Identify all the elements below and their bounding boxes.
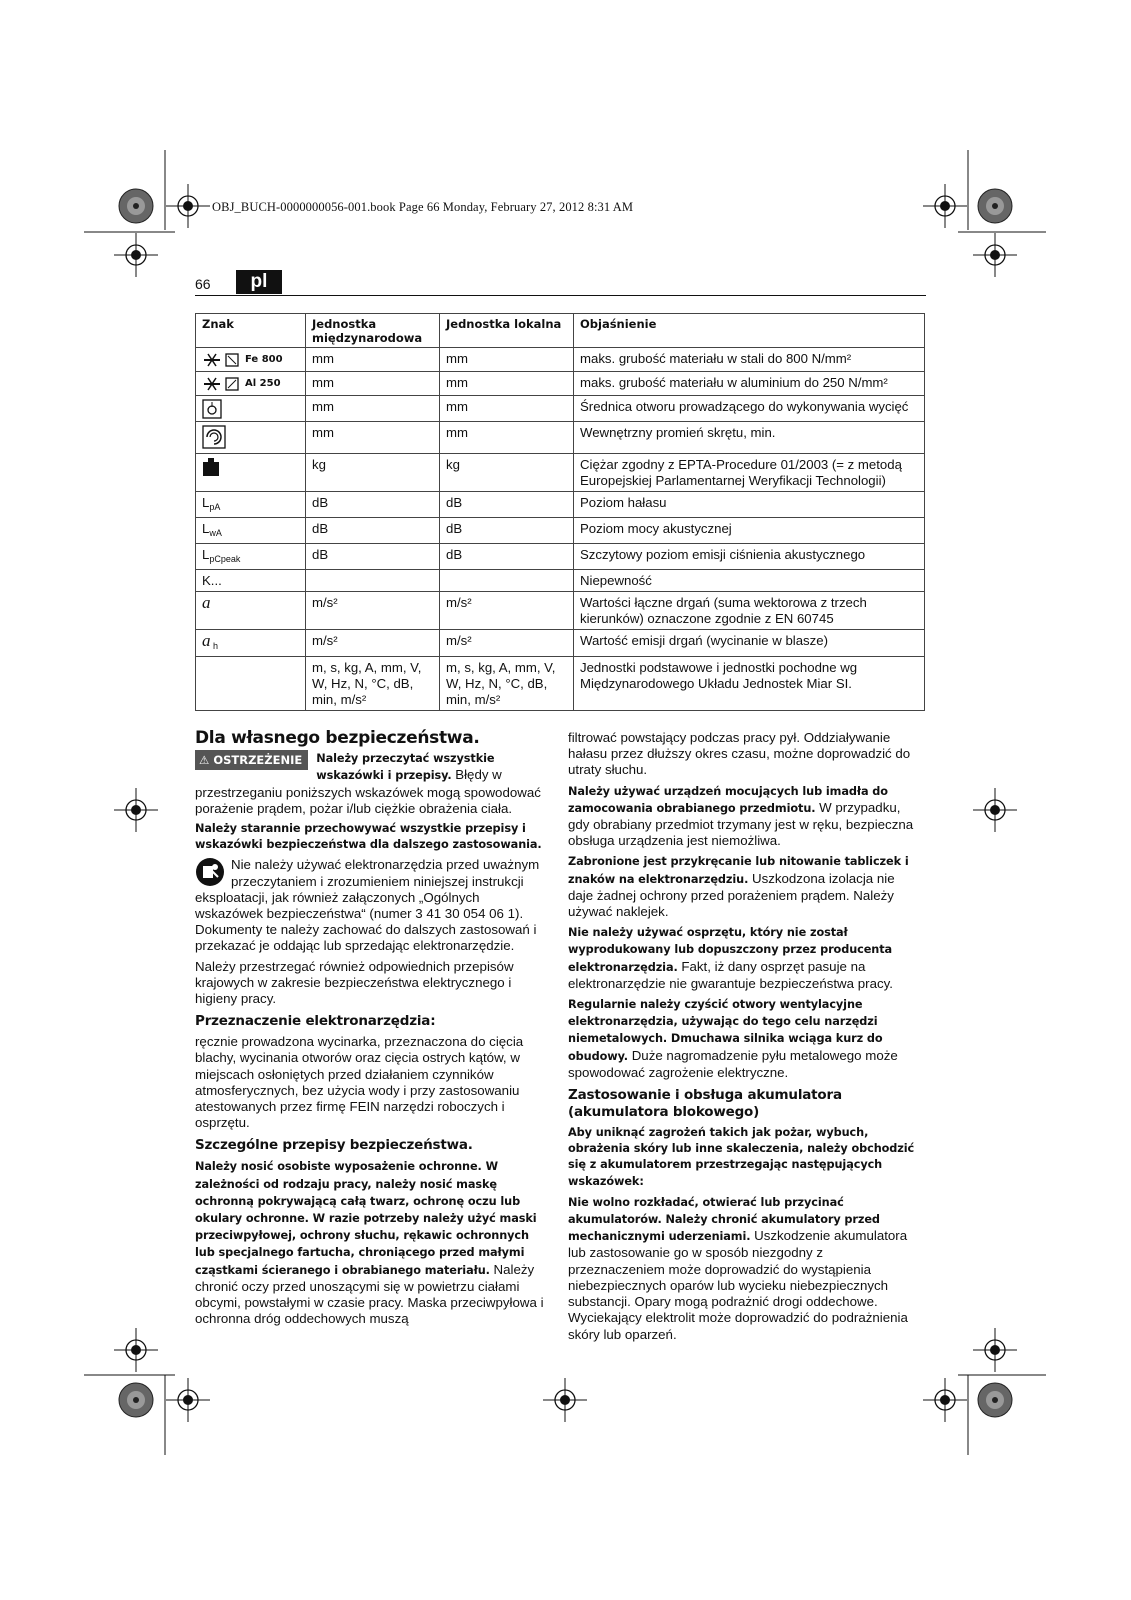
read-manual-icon bbox=[195, 857, 225, 887]
special-text: Należy chronić oczy przed unoszącymi się w powietrzu ciałami obcymi, powstałymi w czasie pracy. Maska przeciwpyłowa i ochronna dróg oddechowych muszą bbox=[195, 1261, 544, 1327]
table-cell: mm bbox=[440, 372, 574, 396]
table-row bbox=[196, 372, 925, 396]
table-cell: Wartość emisji drgań (wycinanie w blasze) bbox=[574, 630, 925, 657]
paragraph-text: Uszkodzona izolacja nie daje żadnej ochrony przed porażeniem prądem. Należy używać naklejek. bbox=[568, 870, 895, 920]
paragraph-bold: Nie wolno rozkładać, otwierać lub przycinać akumulatorów. Należy chronić akumulatory przed mechanicznymi uderzeniami. bbox=[568, 1195, 880, 1244]
table-cell: mm bbox=[306, 396, 440, 422]
warning-label: OSTRZEŻENIE bbox=[213, 753, 303, 768]
table-row bbox=[196, 657, 925, 711]
table-cell: Wewnętrzny promień skrętu, min. bbox=[574, 422, 925, 454]
warn-bold: Należy przeczytać wszystkie wskazówki i przepisy. bbox=[316, 752, 495, 783]
table-cell: Wartości łączne drgań (suma wektorowa z trzech kierunków) oznaczone zgodnie z EN 60745 bbox=[574, 592, 925, 630]
table-cell: kg bbox=[306, 454, 440, 492]
table-cell: dB bbox=[440, 518, 574, 544]
pilot-hole-icon bbox=[202, 399, 222, 419]
col-header: Objaśnienie bbox=[574, 314, 925, 348]
table-cell: m/s² bbox=[306, 630, 440, 657]
symbol-cell: $L_{pCpeak}$ bbox=[196, 544, 306, 570]
table-row bbox=[196, 396, 925, 422]
steel-thickness-icon bbox=[202, 352, 242, 368]
page-number: 66 bbox=[195, 276, 211, 292]
battery-heading: Zastosowanie i obsługa akumulatora (akumulatora blokowego) bbox=[568, 1087, 842, 1121]
table-cell bbox=[306, 570, 440, 592]
symbol-cell bbox=[196, 454, 306, 492]
symbol-cell: $L_{wA}$ bbox=[196, 518, 306, 544]
table-cell: m/s² bbox=[306, 592, 440, 630]
table-row bbox=[196, 492, 925, 518]
warning-badge: ⚠ OSTRZEŻENIE bbox=[195, 750, 308, 770]
weight-icon bbox=[202, 457, 220, 477]
paragraph bbox=[568, 1194, 920, 1343]
special-heading: Szczególne przepisy bezpieczeństwa. bbox=[195, 1137, 473, 1154]
symbol-cell: $L_{pA}$ bbox=[196, 492, 306, 518]
paragraph-text: Duże nagromadzenie pyłu metalowego może spowodować zagrożenie elektryczne. bbox=[568, 1047, 898, 1080]
symbol-cell bbox=[196, 372, 306, 396]
table-cell: maks. grubość materiału w stali do 800 N/mm² bbox=[574, 348, 925, 372]
table-cell: Średnica otworu prowadzącego do wykonywania wycięć bbox=[574, 396, 925, 422]
table-cell: dB bbox=[306, 492, 440, 518]
table-cell: dB bbox=[306, 518, 440, 544]
read-manual-paragraph bbox=[195, 857, 547, 954]
table-row bbox=[196, 518, 925, 544]
national-rules: Należy przestrzegać również odpowiednich przepisów krajowych w zakresie bezpieczeństwa elektrycznego i higieny pracy. bbox=[195, 958, 514, 1007]
table-cell: dB bbox=[440, 492, 574, 518]
table-cell: kg bbox=[440, 454, 574, 492]
paragraph-bold: Należy używać urządzeń mocujących lub imadła do zamocowania obrabianego przedmiotu. bbox=[568, 784, 888, 815]
left-column bbox=[195, 730, 547, 1332]
paragraph-text: Fakt, iż dany osprzęt pasuje na elektronarzędzie nie gwarantuje bezpieczeństwa pracy. bbox=[568, 958, 893, 991]
header-rule bbox=[195, 295, 926, 296]
table-cell: maks. grubość materiału w aluminium do 250 N/mm² bbox=[574, 372, 925, 396]
table-row bbox=[196, 544, 925, 570]
paragraph-text: Uszkodzenie akumulatora lub zastosowanie go w sposób niezgodny z przeznaczeniem może doprowadzić do wystąpienia niebezpiecznych oparów lub wycieku niebezpiecznych substancji. Opary mogą podrażnić drogi oddechowe. Wyciekający elektrolit może doprowadzić do podrażnienia skóry lub oparzeń. bbox=[568, 1228, 908, 1342]
paragraph bbox=[568, 996, 920, 1081]
symbol-cell bbox=[196, 657, 306, 711]
special-paragraph bbox=[195, 1158, 547, 1327]
paragraph-text: W przypadku, gdy obrabiany przedmiot trzymany jest w ręku, bezpieczna obsługa urządzenia jest niemożliwa. bbox=[568, 799, 914, 849]
table-cell: dB bbox=[440, 544, 574, 570]
paragraph-bold: Aby uniknąć zagrożeń takich jak pożar, wybuch, obrażenia skóry lub inne skaleczenia, należy obchodzić się z akumulatorem przestrzegając następujących wskazówek: bbox=[568, 1126, 915, 1188]
table-cell: mm bbox=[306, 372, 440, 396]
aluminium-thickness-icon bbox=[202, 376, 242, 392]
col-header: Znak bbox=[196, 314, 306, 348]
table-cell: m, s, kg, A, mm, V, W, Hz, N, °C, dB, min, m/s² bbox=[440, 657, 574, 711]
table-cell: Niepewność bbox=[574, 570, 925, 592]
col-header: Jednostka lokalna bbox=[440, 314, 574, 348]
paragraph bbox=[568, 924, 920, 992]
symbol-label: Al 250 bbox=[245, 377, 281, 389]
table-cell: Ciężar zgodny z EPTA-Procedure 01/2003 (= z metodą Europejskiej Parlamentarnej Weryfikacji Technologii) bbox=[574, 454, 925, 492]
table-cell: Szczytowy poziom emisji ciśnienia akustycznego bbox=[574, 544, 925, 570]
purpose-text: ręcznie prowadzona wycinarka, przeznaczona do cięcia blachy, wycinania otworów oraz cięcia ostrych kątów, w miejscach osłoniętych przed działaniem czynników atmosferycznych, bez użycia wody i przy zastosowaniu atestowanych przez firmę FEIN narzędzi roboczych i osprzętu. bbox=[195, 1034, 524, 1131]
table-cell: m/s² bbox=[440, 592, 574, 630]
table-cell: mm bbox=[306, 422, 440, 454]
table-cell: mm bbox=[440, 348, 574, 372]
keep-instructions: Należy starannie przechowywać wszystkie przepisy i wskazówki bezpieczeństwa dla dalszego zastosowania. bbox=[195, 822, 542, 852]
paragraph-bold: Zabronione jest przykręcanie lub nitowanie tabliczek i znaków na elektronarzędziu. bbox=[568, 855, 909, 886]
purpose-heading: Przeznaczenie elektronarzędzia: bbox=[195, 1013, 436, 1030]
table-cell: m, s, kg, A, mm, V, W, Hz, N, °C, dB, min, m/s² bbox=[306, 657, 440, 711]
table-cell: Poziom hałasu bbox=[574, 492, 925, 518]
table-row bbox=[196, 592, 925, 630]
table-row bbox=[196, 570, 925, 592]
table-cell: mm bbox=[440, 422, 574, 454]
table-cell bbox=[440, 570, 574, 592]
table-cell: m/s² bbox=[440, 630, 574, 657]
book-header: OBJ_BUCH-0000000056-001.book Page 66 Monday, February 27, 2012 8:31 AM bbox=[212, 200, 634, 214]
section-title: Dla własnego bezpieczeństwa. bbox=[195, 728, 480, 748]
turning-radius-icon bbox=[202, 425, 226, 449]
spec-table bbox=[195, 313, 925, 711]
special-bold: Należy nosić osobiste wyposażenie ochronne. W zależności od rodzaju pracy, należy nosić maskę ochronną pokrywającą całą twarz, ochronę oczu lub okulary ochronne. W razie potrzeby należy użyć maski przeciwpyłowej, ochrony słuchu, rękawic ochronnych lub specjalnego fartucha, chroniącego przed małymi cząstkami ścieranego i obrabianego materiału. bbox=[195, 1160, 537, 1277]
paragraph bbox=[568, 853, 920, 920]
paragraph-bold: Nie należy używać osprzętu, który nie został wyprodukowany lub dopuszczony przez producenta elektronarzędzia. bbox=[568, 926, 893, 974]
table-cell: Jednostki podstawowe i jednostki pochodne wg Międzynarodowego Układu Jednostek Miar SI. bbox=[574, 657, 925, 711]
table-row bbox=[196, 630, 925, 657]
table-row bbox=[196, 454, 925, 492]
warn-text: Błędy w przestrzeganiu poniższych wskazówek mogą spowodować porażenie prądem, pożar i/lub ciężkie obrażenia ciała. bbox=[195, 767, 541, 816]
table-cell: mm bbox=[440, 396, 574, 422]
paragraph: filtrować powstający podczas pracy pył. Oddziaływanie hałasu przez dłuższy okres czasu, możne doprowadzić do utraty słuchu. bbox=[568, 730, 911, 778]
table-header-row bbox=[196, 314, 925, 348]
symbol-cell: K... bbox=[196, 570, 306, 592]
symbol-cell bbox=[196, 348, 306, 372]
table-cell: Poziom mocy akustycznej bbox=[574, 518, 925, 544]
symbol-label: Fe 800 bbox=[245, 353, 283, 365]
table-cell: mm bbox=[306, 348, 440, 372]
table-row bbox=[196, 348, 925, 372]
warning-paragraph bbox=[195, 750, 547, 817]
table-row bbox=[196, 422, 925, 454]
paragraph bbox=[568, 783, 920, 850]
paragraph-bold: Regularnie należy czyścić otwory wentylacyjne elektronarzędzia, używając do tego celu narzędzi niemetalowych. Dmuchawa silnika wciąga kurz do obudowy. bbox=[568, 998, 883, 1063]
read-text: Nie należy używać elektronarzędzia przed uważnym przeczytaniem i zrozumieniem niniejszej instrukcji eksploatacji, jak również załączonych „Ogólnych wskazówek bezpieczeństwa“ (numer 3 41 30 054 06 1). Dokumenty te należy zachować do dalszych zastosowań i przekazać je oddając lub sprzedając elektronarzędzie. bbox=[195, 857, 540, 954]
symbol-cell bbox=[196, 422, 306, 454]
col-header: Jednostka międzynarodowa bbox=[306, 314, 440, 348]
table-cell: dB bbox=[306, 544, 440, 570]
language-tab: pl bbox=[236, 270, 282, 294]
symbol-cell: a bbox=[196, 592, 306, 630]
right-column bbox=[568, 730, 920, 1347]
symbol-cell bbox=[196, 396, 306, 422]
symbol-cell: a $_h$ bbox=[196, 630, 306, 657]
